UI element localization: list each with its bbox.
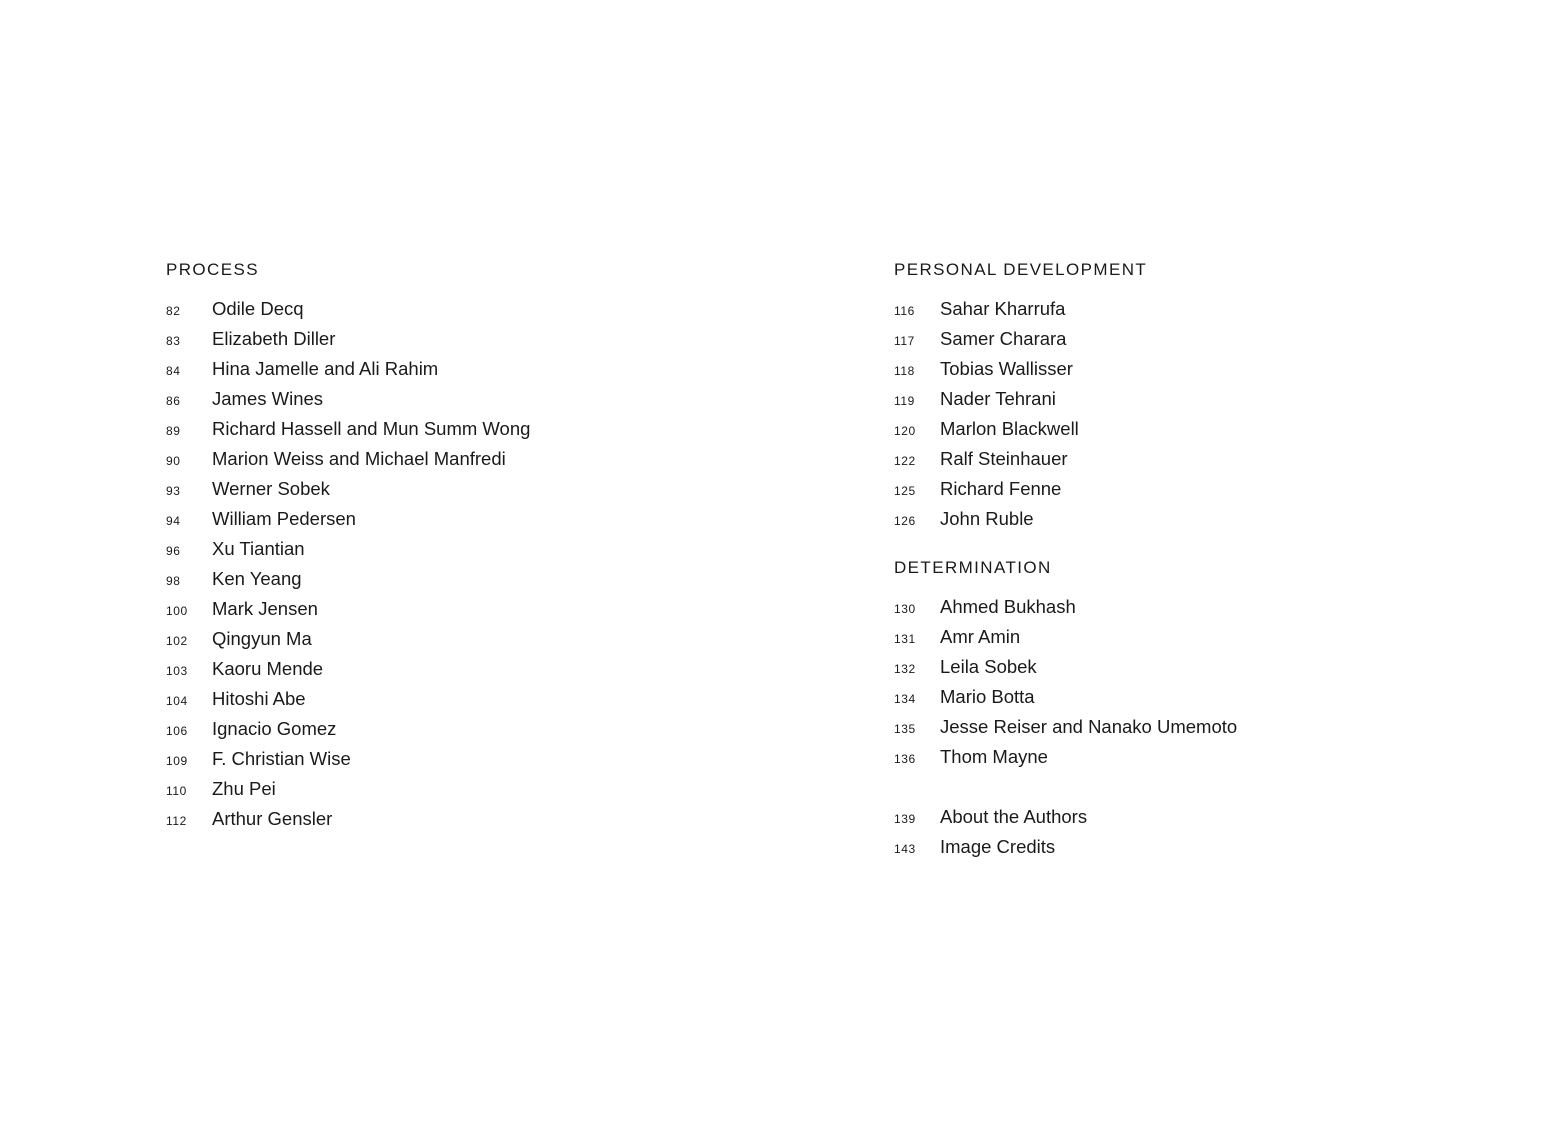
- toc-entry: [894, 622, 1237, 652]
- entry-title: Richard Fenne: [940, 478, 1062, 499]
- toc-entry: [894, 742, 1237, 772]
- toc-entry: [166, 744, 530, 774]
- toc-entry: [894, 592, 1237, 622]
- entry-title: Image Credits: [940, 836, 1056, 857]
- entry-title: F. Christian Wise: [212, 748, 351, 769]
- page-number: 102: [166, 634, 188, 648]
- toc-entry: [166, 564, 530, 594]
- page-number: 104: [166, 694, 188, 708]
- toc-entry: [894, 652, 1237, 682]
- toc-entry: [166, 444, 530, 474]
- toc-entry: [166, 534, 530, 564]
- toc-entry: [894, 384, 1237, 414]
- toc-entry-list: [166, 294, 530, 834]
- toc-entry: [894, 712, 1237, 742]
- toc-entry: [894, 414, 1237, 444]
- entry-title: Marion Weiss and Michael Manfredi: [212, 448, 506, 469]
- entry-title: Leila Sobek: [940, 656, 1037, 677]
- page-number: 106: [166, 724, 188, 738]
- entry-title: James Wines: [212, 388, 324, 409]
- page-number: 98: [166, 574, 181, 588]
- toc-entry: [894, 324, 1237, 354]
- entry-title: Qingyun Ma: [212, 628, 312, 649]
- toc-entry: [166, 414, 530, 444]
- entry-title: John Ruble: [940, 508, 1034, 529]
- page-number: 139: [894, 812, 916, 826]
- toc-right-column: [894, 258, 1237, 862]
- toc-entry: [166, 474, 530, 504]
- toc-entry: [894, 294, 1237, 324]
- page-number: 90: [166, 454, 181, 468]
- page-number: 109: [166, 754, 188, 768]
- toc-entry-list: [894, 592, 1237, 772]
- entry-title: Odile Decq: [212, 298, 304, 319]
- entry-title: Mario Botta: [940, 686, 1035, 707]
- entry-title: Kaoru Mende: [212, 658, 324, 679]
- entry-title: Samer Charara: [940, 328, 1067, 349]
- entry-title: Jesse Reiser and Nanako Umemoto: [940, 716, 1238, 737]
- entry-title: About the Authors: [940, 806, 1088, 827]
- toc-entry: [166, 804, 530, 834]
- page-number: 100: [166, 604, 188, 618]
- entry-title: Hina Jamelle and Ali Rahim: [212, 358, 439, 379]
- page-number: 122: [894, 454, 916, 468]
- entry-title: William Pedersen: [212, 508, 356, 529]
- page-number: 110: [166, 784, 187, 798]
- toc-entry: [166, 294, 530, 324]
- toc-entry: [894, 504, 1237, 534]
- page-number: 94: [166, 514, 181, 528]
- entry-title: Ignacio Gomez: [212, 718, 337, 739]
- page-number: 86: [166, 394, 181, 408]
- section-heading: PERSONAL DEVELOPMENT: [894, 260, 1148, 279]
- page-number: 119: [894, 394, 915, 408]
- toc-section-personal-development: [894, 258, 1237, 534]
- toc-entry: [894, 444, 1237, 474]
- page-number: 136: [894, 752, 916, 766]
- toc-entry: [894, 474, 1237, 504]
- entry-title: Tobias Wallisser: [940, 358, 1073, 379]
- toc-left-column: [166, 258, 530, 834]
- toc-entry: [166, 774, 530, 804]
- entry-title: Marlon Blackwell: [940, 418, 1079, 439]
- toc-entry: [166, 624, 530, 654]
- entry-title: Amr Amin: [940, 626, 1021, 647]
- page-number: 135: [894, 722, 916, 736]
- toc-entry: [166, 684, 530, 714]
- page-number: 130: [894, 602, 916, 616]
- page-number: 93: [166, 484, 181, 498]
- page-number: 125: [894, 484, 916, 498]
- entry-title: Xu Tiantian: [212, 538, 305, 559]
- entry-title: Ken Yeang: [212, 568, 302, 589]
- page-number: 131: [894, 632, 916, 646]
- toc-section-process: [166, 258, 530, 834]
- entry-title: Elizabeth Diller: [212, 328, 336, 349]
- page-number: 117: [894, 334, 915, 348]
- page-number: 126: [894, 514, 916, 528]
- page-number: 132: [894, 662, 916, 676]
- page-number: 112: [166, 814, 187, 828]
- page-number: 96: [166, 544, 181, 558]
- section-heading: DETERMINATION: [894, 558, 1052, 577]
- entry-title: Arthur Gensler: [212, 808, 333, 829]
- entry-title: Sahar Kharrufa: [940, 298, 1066, 319]
- toc-entry-list: [894, 294, 1237, 534]
- entry-title: Richard Hassell and Mun Summ Wong: [212, 418, 531, 439]
- toc-entry: [166, 594, 530, 624]
- page-number: 83: [166, 334, 181, 348]
- page-number: 89: [166, 424, 181, 438]
- toc-entry: [894, 354, 1237, 384]
- page-number: 84: [166, 364, 181, 378]
- toc-back-matter: [894, 802, 1237, 862]
- entry-title: Mark Jensen: [212, 598, 318, 619]
- entry-title: Hitoshi Abe: [212, 688, 306, 709]
- page-number: 143: [894, 842, 916, 856]
- page-number: 82: [166, 304, 181, 318]
- entry-title: Nader Tehrani: [940, 388, 1056, 409]
- page-number: 118: [894, 364, 915, 378]
- page-number: 116: [894, 304, 915, 318]
- toc-entry: [166, 654, 530, 684]
- toc-entry-image-credits: [894, 832, 1237, 862]
- entry-title: Ralf Steinhauer: [940, 448, 1068, 469]
- page-number: 134: [894, 692, 916, 706]
- toc-entry: [166, 384, 530, 414]
- toc-entry: [166, 324, 530, 354]
- page-number: 120: [894, 424, 916, 438]
- entry-title: Ahmed Bukhash: [940, 596, 1076, 617]
- toc-section-determination: [894, 556, 1237, 772]
- toc-entry: [166, 504, 530, 534]
- toc-entry: [166, 354, 530, 384]
- toc-entry: [166, 714, 530, 744]
- toc-entry-about-the-authors: [894, 802, 1237, 832]
- section-heading: PROCESS: [166, 260, 259, 279]
- entry-title: Thom Mayne: [940, 746, 1048, 767]
- page-number: 103: [166, 664, 188, 678]
- entry-title: Werner Sobek: [212, 478, 330, 499]
- entry-title: Zhu Pei: [212, 778, 276, 799]
- toc-entry: [894, 682, 1237, 712]
